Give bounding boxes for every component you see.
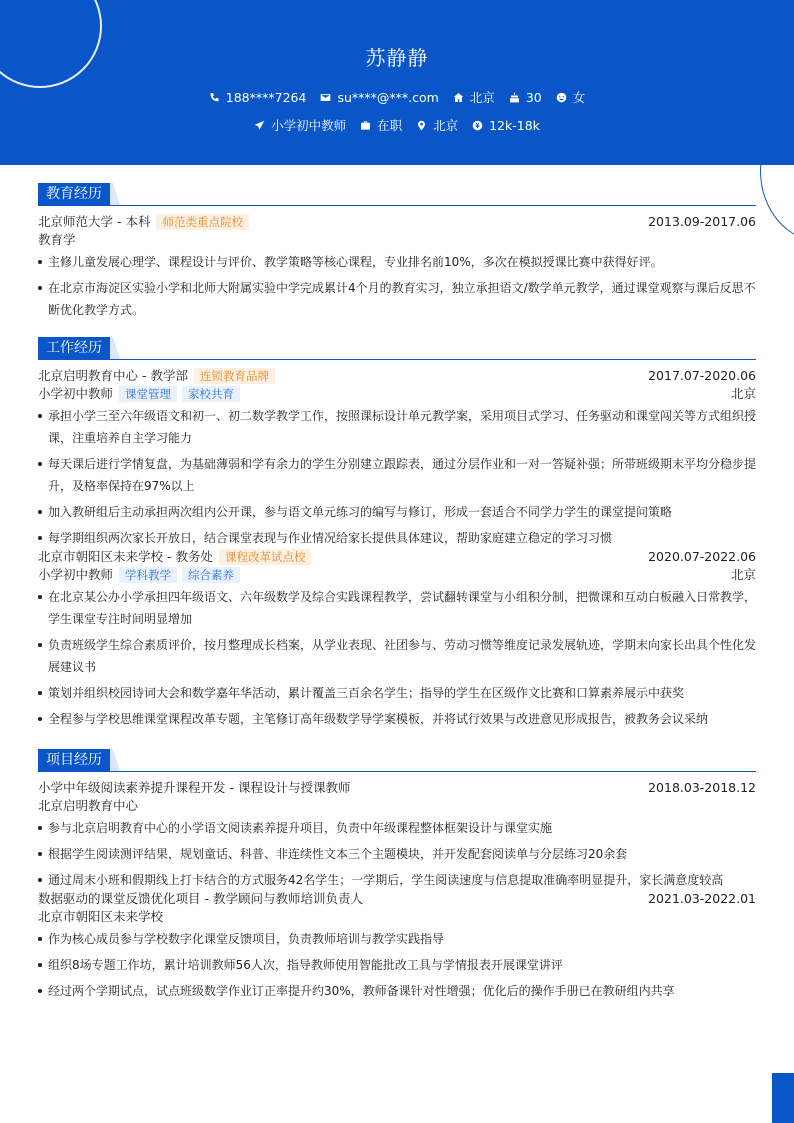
target-job-info — [254, 116, 346, 134]
email-text: su****@***.com — [337, 89, 439, 105]
projects-section — [38, 749, 756, 1006]
work-header — [38, 337, 756, 360]
major-row — [38, 231, 756, 249]
face-icon — [556, 92, 567, 103]
education-entry-header — [38, 213, 756, 231]
project-org-row — [38, 797, 756, 815]
list-item: 每学期组织两次家长开放日，结合课堂表现与作业情况给家长提供具体建议，帮助家庭建立稳定的学习习惯 — [38, 527, 756, 549]
work-city: 北京 — [730, 386, 756, 401]
list-item: 加入教研组后主动承担两次组内公开课，参与语文单元练习的编写与修订，形成一套适合不同学力学生的课堂提问策略 — [38, 501, 756, 523]
project-entry-header — [38, 890, 756, 908]
education-dates: 2013.09-2017.06 — [648, 214, 756, 229]
list-item: 每天课后进行学情复盘，为基础薄弱和学有余力的学生分别建立跟踪表，通过分层作业和一对一答疑补强；所带班级期末平均分稳步提升，及格率保持在97%以上 — [38, 453, 756, 497]
list-item: 负责班级学生综合素质评价，按月整理成长档案，从学业表现、社团参与、劳动习惯等维度记录发展轨迹，学期末向家长出具个性化发展建议书 — [38, 634, 756, 678]
location-info — [453, 88, 495, 106]
project-dates: 2018.03-2018.12 — [648, 780, 756, 795]
work-bullets — [38, 405, 756, 549]
phone-icon — [209, 92, 220, 103]
section-title: 工作经历 — [38, 337, 110, 359]
org-tag: 课程改革试点校 — [219, 549, 312, 565]
list-item: 主修儿童发展心理学、课程设计与评价、教学策略等核心课程，专业排名前10%，多次在模拟授课比赛中获得好评。 — [38, 251, 756, 273]
role-row — [38, 566, 756, 584]
project-org: 北京启明教育中心 — [38, 798, 139, 813]
role-name: 小学初中教师 — [38, 386, 114, 401]
section-title: 教育经历 — [38, 183, 110, 205]
projects-header — [38, 749, 756, 772]
home-icon — [453, 92, 464, 103]
project-dates: 2021.03-2022.01 — [648, 891, 756, 906]
work-bullets — [38, 586, 756, 730]
skill-tag: 综合素养 — [182, 567, 240, 583]
job-intent-row — [0, 116, 794, 134]
skill-tag: 家校共育 — [182, 386, 240, 402]
gender-info — [556, 88, 586, 106]
project-name: 数据驱动的课堂反馈优化项目 - 教学顾问与教师培训负责人 — [38, 891, 363, 906]
project-name: 小学中年级阅读素养提升课程开发 - 课程设计与授课教师 — [38, 780, 351, 795]
target-job-text: 小学初中教师 — [271, 118, 347, 133]
work-city: 北京 — [730, 567, 756, 582]
work-entry-header — [38, 367, 756, 385]
section-title: 项目经历 — [38, 749, 110, 771]
work-section — [38, 337, 756, 734]
salary-text: 12k-18k — [489, 117, 540, 133]
list-item: 参与北京启明教育中心的小学语文阅读素养提升项目，负责中年级课程整体框架设计与课堂实施 — [38, 817, 756, 839]
salary-info — [472, 118, 540, 133]
send-icon — [254, 120, 265, 131]
candidate-name: 苏静静 — [365, 46, 429, 70]
org-tag: 连锁教育品牌 — [194, 368, 275, 384]
org-name: 北京市朝阳区未来学校 - 教务处 — [38, 549, 213, 564]
age-info — [509, 90, 542, 105]
mail-icon — [320, 92, 331, 103]
school-tag: 师范类重点院校 — [156, 214, 249, 230]
list-item: 在北京市海淀区实验小学和北师大附属实验中学完成累计4个月的教育实习，独立承担语文/数学单元教学，通过课堂观察与课后反思不断优化教学方式。 — [38, 277, 756, 321]
role-row — [38, 385, 756, 403]
list-item: 根据学生阅读测评结果，规划童话、科普、非连续性文本三个主题模块，并开发配套阅读单与分层练习20余套 — [38, 843, 756, 865]
org-name: 北京启明教育中心 - 教学部 — [38, 368, 188, 383]
briefcase-icon — [360, 120, 371, 131]
list-item: 通过周末小班和假期线上打卡结合的方式服务42名学生；一学期后，学生阅读速度与信息提取准确率明显提升，家长满意度较高 — [38, 869, 756, 891]
location-text: 北京 — [469, 90, 495, 105]
list-item: 在北京某公办小学承担四年级语文、六年级数学及综合实践课程教学，尝试翻转课堂与小组积分制，把微课和互动白板融入日常教学，学生课堂专注时间明显增加 — [38, 586, 756, 630]
email-info — [320, 90, 438, 105]
project-entry-header — [38, 779, 756, 797]
major-name: 教育学 — [38, 232, 76, 247]
project-bullets — [38, 928, 756, 1002]
age-text: 30 — [525, 89, 542, 105]
target-city-text: 北京 — [433, 118, 459, 133]
work-entry-header — [38, 548, 756, 566]
status-info — [360, 116, 402, 134]
skill-tag: 课堂管理 — [119, 386, 177, 402]
resume-header — [0, 0, 794, 165]
list-item: 承担小学三至六年级语文和初一、初二数学教学工作，按照课标设计单元教学案，采用项目式学习、任务驱动和课堂闯关等方式组织授课，注重培养自主学习能力 — [38, 405, 756, 449]
map-pin-icon — [416, 120, 427, 131]
contact-row — [0, 88, 794, 106]
work-dates: 2017.07-2020.06 — [648, 368, 756, 383]
list-item: 策划并组织校园诗词大会和数学嘉年华活动，累计覆盖三百余名学生；指导的学生在区级作文比赛和口算素养展示中获奖 — [38, 682, 756, 704]
list-item: 作为核心成员参与学校数字化课堂反馈项目，负责教师培训与教学实践指导 — [38, 928, 756, 950]
money-icon — [472, 120, 483, 131]
gender-text: 女 — [572, 90, 586, 105]
education-header — [38, 183, 756, 206]
work-dates: 2020.07-2022.06 — [648, 549, 756, 564]
education-bullets — [38, 251, 756, 321]
phone-info — [209, 90, 307, 105]
list-item: 全程参与学校思维课堂课程改革专题，主笔修订高年级数学导学案模板，并将试行效果与改进意见形成报告，被教务会议采纳 — [38, 708, 756, 730]
decor-corner-block — [772, 1073, 794, 1123]
list-item: 组织8场专题工作坊，累计培训教师56人次，指导教师使用智能批改工具与学情报表开展课堂讲评 — [38, 954, 756, 976]
cake-icon — [509, 92, 520, 103]
project-org: 北京市朝阳区未来学校 — [38, 909, 164, 924]
list-item: 经过两个学期试点，试点班级数学作业订正率提升约30%，教师备课针对性增强；优化后的操作手册已在教研组内共享 — [38, 980, 756, 1002]
education-section — [38, 183, 756, 325]
skill-tag: 学科教学 — [119, 567, 177, 583]
target-city-info — [416, 116, 458, 134]
phone-text: 188****7264 — [225, 89, 307, 105]
status-text: 在职 — [377, 118, 403, 133]
school-name: 北京师范大学 - 本科 — [38, 214, 151, 229]
project-org-row — [38, 908, 756, 926]
project-bullets — [38, 817, 756, 891]
role-name: 小学初中教师 — [38, 567, 114, 582]
